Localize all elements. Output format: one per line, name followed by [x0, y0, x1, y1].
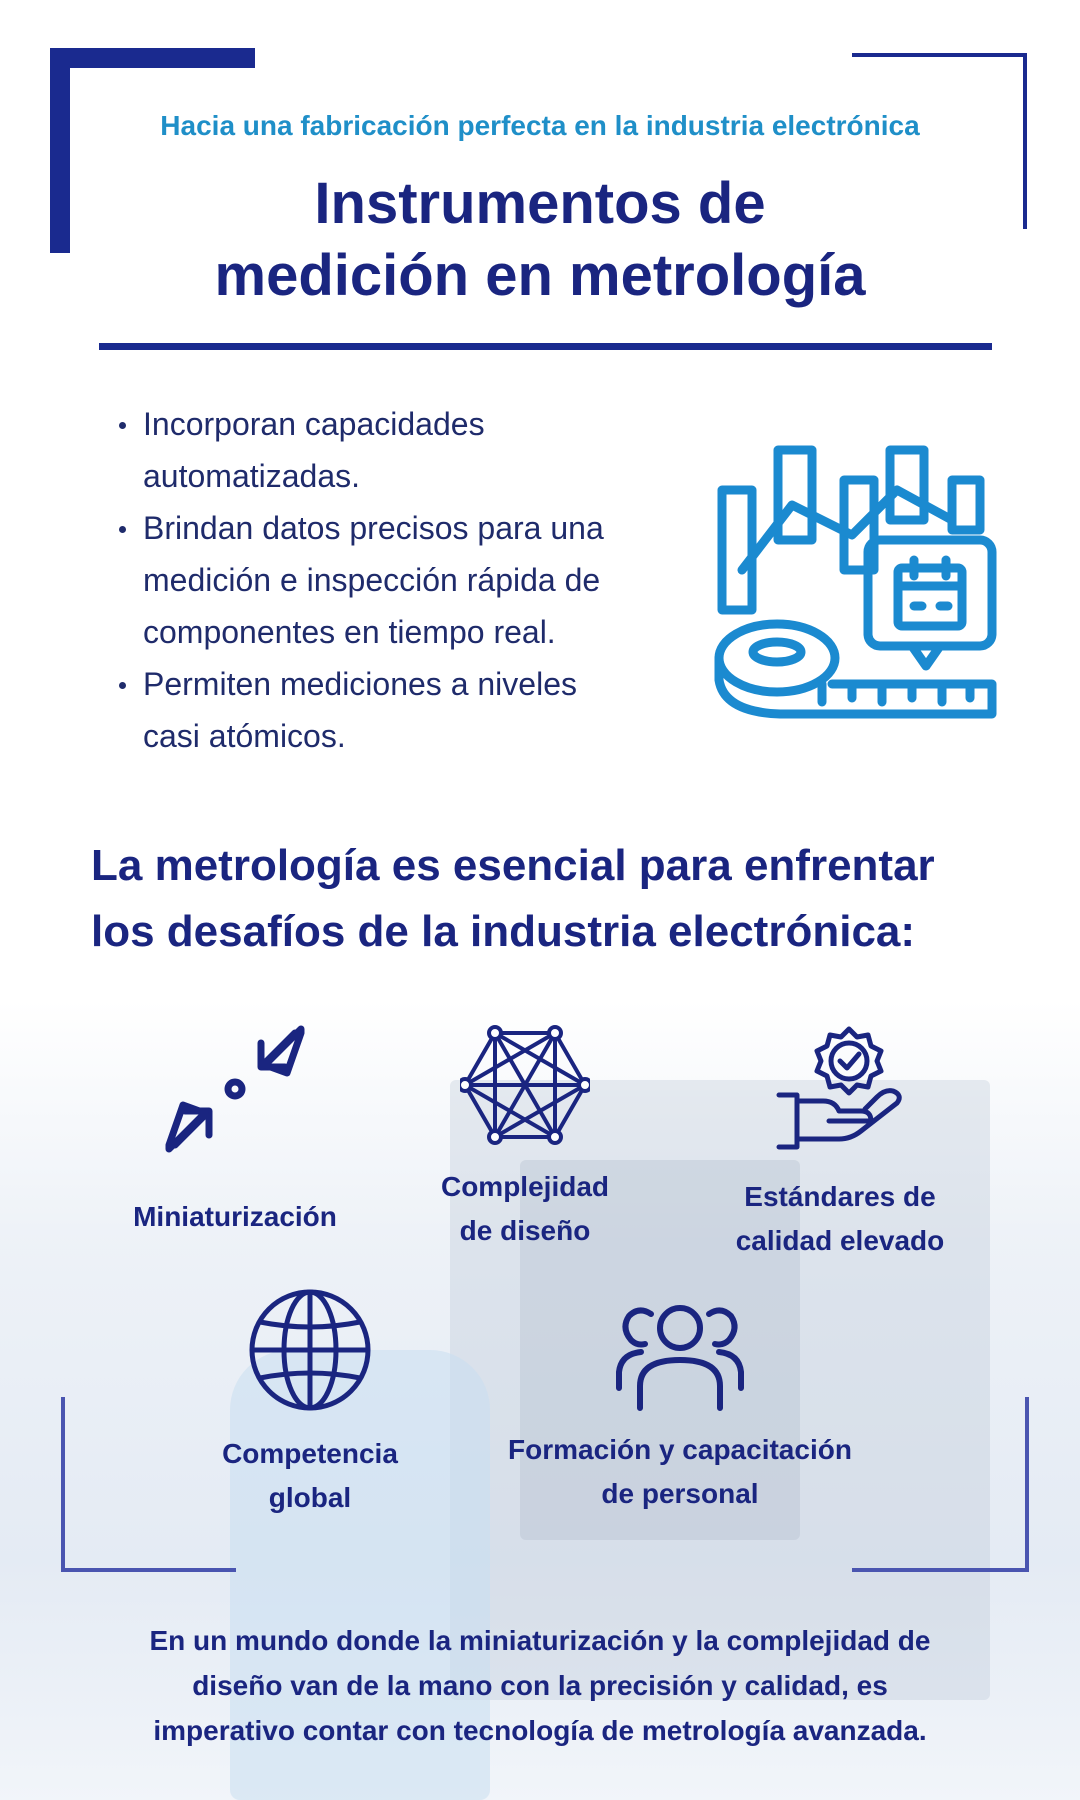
benefits-list — [115, 398, 675, 762]
list-item: Permiten mediciones a niveles casi atómicos. — [115, 658, 675, 762]
compress-arrows-icon — [165, 1025, 305, 1155]
feature-global-competition — [175, 1288, 445, 1520]
title-divider — [99, 343, 992, 350]
feature-label: Estándares de calidad elevado — [735, 1181, 945, 1256]
globe-icon — [248, 1288, 372, 1412]
section-heading: La metrología es esencial para enfrentar los desafíos de la industria electrónica: — [91, 841, 935, 956]
bottom-right-bracket-v — [1025, 1397, 1029, 1572]
people-group-icon — [615, 1298, 745, 1412]
bottom-right-bracket-h — [852, 1568, 1029, 1572]
title-line-1: Instrumentos de — [314, 171, 766, 236]
bottom-left-bracket-h — [61, 1568, 236, 1572]
page-subtitle: Hacia una fabricación perfecta en la industria electrónica — [160, 110, 920, 141]
bottom-left-bracket-v — [61, 1397, 65, 1572]
feature-label: Formación y capacitación de personal — [508, 1434, 852, 1509]
list-item: Brindan datos precisos para una medición e inspección rápida de componentes en tiempo real. — [115, 502, 675, 658]
feature-staff-training — [480, 1298, 880, 1516]
title-line-2: medición en metrología — [214, 243, 866, 308]
feature-miniaturization — [100, 1025, 370, 1239]
feature-quality-standards — [690, 1025, 990, 1263]
feature-label: Miniaturización — [133, 1201, 337, 1232]
top-right-bracket-h — [852, 53, 1027, 57]
network-hexagon-icon — [460, 1025, 590, 1145]
feature-design-complexity — [390, 1025, 660, 1253]
feature-label: Competencia global — [222, 1438, 398, 1513]
page-title — [0, 168, 1080, 312]
metrology-chart-tape-icon — [712, 440, 1002, 730]
feature-label: Complejidad de diseño — [440, 1171, 609, 1246]
quality-badge-hand-icon — [775, 1025, 905, 1155]
top-left-bracket-h — [50, 48, 255, 68]
list-item: Incorporan capacidades automatizadas. — [115, 398, 675, 502]
closing-statement: En un mundo donde la miniaturización y la complejidad de diseño van de la mano con la precisión y calidad, es imperativo contar con tecnología de metrología avanzada. — [149, 1625, 931, 1746]
